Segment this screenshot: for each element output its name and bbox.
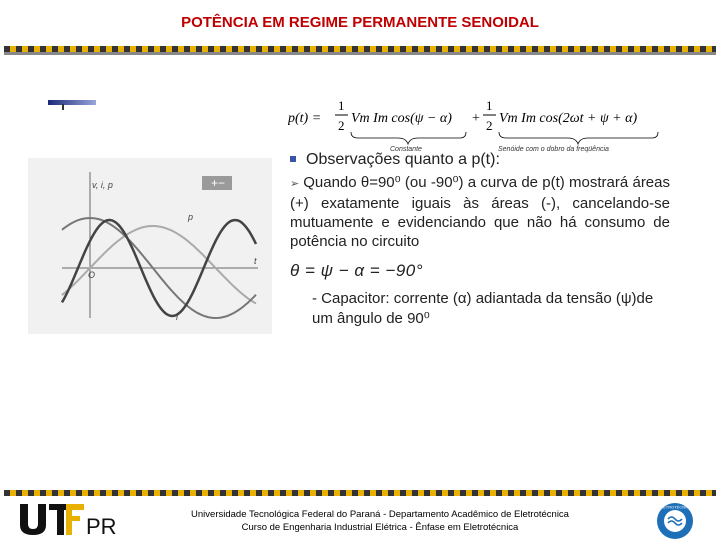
origin-label: O <box>88 270 96 280</box>
note-double: Senóide com o dobro da freqüência <box>498 146 609 153</box>
formula-plus: + <box>472 111 480 126</box>
frac2-num: 1 <box>486 98 493 113</box>
note-constant: Constante <box>390 146 422 153</box>
bullet-square-icon <box>290 156 296 162</box>
frac1-num: 1 <box>338 98 345 113</box>
formula-svg <box>288 92 668 156</box>
plus-minus-icon: +− <box>211 176 226 190</box>
utfpr-logo-svg <box>18 502 122 536</box>
observations-heading: Observações quanto a p(t): <box>306 151 500 168</box>
i-label: i <box>176 312 178 322</box>
waveform-svg <box>28 158 272 334</box>
frac1-den: 2 <box>338 118 345 133</box>
frac2-den: 2 <box>486 118 493 133</box>
arrow-bullet-icon: ➢ <box>290 178 300 190</box>
logo-f-stem <box>66 504 72 535</box>
decorative-tick <box>62 104 64 110</box>
brace-double <box>499 132 658 144</box>
footer-text <box>160 508 600 534</box>
logo-pr-text: PR <box>86 514 117 536</box>
t-label: t <box>254 256 257 266</box>
p-label: p <box>188 212 194 222</box>
observations-heading-row <box>290 151 670 169</box>
department-seal <box>656 502 694 545</box>
observation-paragraph-row <box>290 173 670 251</box>
bottom-divider <box>4 490 716 496</box>
axis-label: v, i, p <box>92 180 113 190</box>
capacitor-note: - Capacitor: corrente (α) adiantada da tensão (ψ)de um ângulo de 90⁰ <box>312 290 654 327</box>
observations <box>290 151 670 329</box>
formula-term1: Vm Im cos(ψ − α) <box>351 111 452 126</box>
decorative-bar <box>48 100 96 105</box>
logo-u-shape <box>20 504 46 535</box>
brace-constant <box>351 132 466 144</box>
department-seal-svg <box>656 502 694 540</box>
observation-paragraph: Quando θ=90⁰ (ou -90⁰) a curva de p(t) mostrará áreas (+) exatamente iguais às áreas (-), cancelando-se mutuamente e evidenciando que não há consumo de potência no circuito <box>290 174 670 250</box>
utfpr-logo <box>18 502 122 541</box>
formula-term2: Vm Im cos(2ωt + ψ + α) <box>499 111 638 126</box>
top-divider-shadow <box>4 52 716 55</box>
footer-line-1: Universidade Tecnológica Federal do Paraná - Departamento Acadêmico de Eletrotécnica <box>191 509 569 520</box>
seal-inner-disc <box>664 510 686 532</box>
power-formula <box>288 92 668 156</box>
logo-t-stem <box>57 504 64 535</box>
slide-title: POTÊNCIA EM REGIME PERMANENTE SENOIDAL <box>181 14 539 31</box>
formula-lhs: p(t) = <box>288 111 322 126</box>
theta-equation: θ = ψ − α = −90° <box>290 261 424 280</box>
footer-line-2: Curso de Engenharia Industrial Elétrica - Ênfase em Eletrotécnica <box>241 522 519 533</box>
seal-text: ELETROTÉCNICA <box>658 504 692 510</box>
waveform-figure <box>28 158 272 334</box>
